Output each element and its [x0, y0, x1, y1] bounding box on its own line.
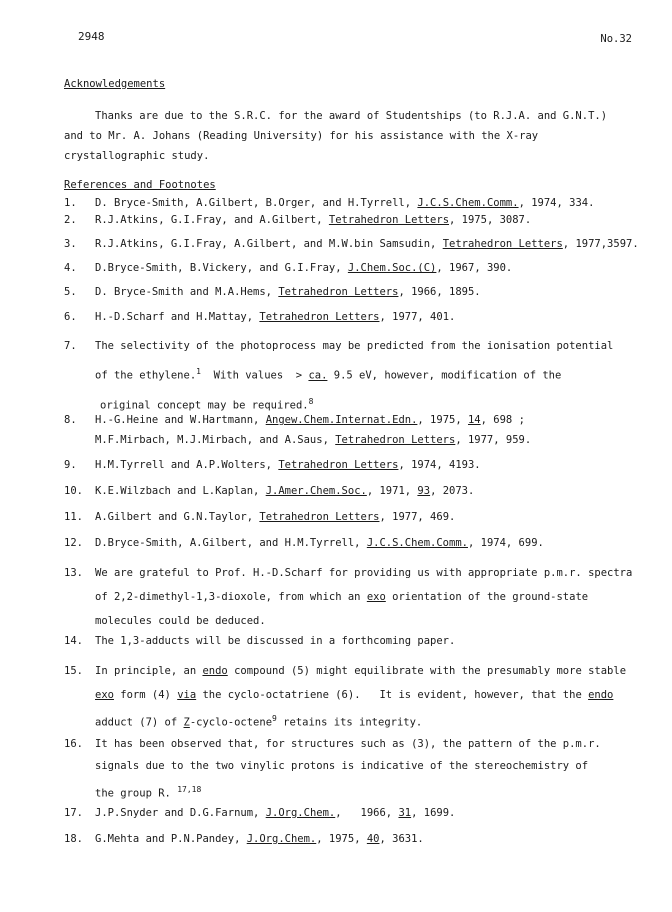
reference-13: 13. We are grateful to Prof. H.-D.Scharf for providing us with appropriate p.m.r. spectra of 2,2-dimethyl-1,3-dioxole, from which an exo orientation of the ground-state molecules could be deduced. — [64, 567, 633, 627]
reference-17: 17. J.P.Snyder and D.G.Farnum, J.Org.Chem., 1966, 31, 1699. — [64, 807, 456, 819]
reference-6: 6. H.-D.Scharf and H.Mattay, Tetrahedron Letters, 1977, 401. — [64, 311, 456, 323]
reference-1: 1. D. Bryce-Smith, A.Gilbert, B.Orger, and H.Tyrrell, J.C.S.Chem.Comm., 1974, 334. — [64, 197, 595, 209]
reference-8: 8. H.-G.Heine and W.Hartmann, Angew.Chem.Internat.Edn., 1975, 14, 698 ; M.F.Mirbach, M.J.Mirbach, and A.Saus, Tetrahedron Letters, 1977, 959. — [64, 414, 532, 446]
reference-14: 14. The 1,3-adducts will be discussed in a forthcoming paper. — [64, 635, 456, 647]
reference-2: 2. R.J.Atkins, G.I.Fray, and A.Gilbert, Tetrahedron Letters, 1975, 3087. — [64, 214, 532, 226]
acknowledgements-text — [64, 106, 634, 166]
reference-list — [64, 195, 639, 851]
reference-9: 9. H.M.Tyrrell and A.P.Wolters, Tetrahedron Letters, 1974, 4193. — [64, 459, 481, 471]
page-content — [64, 78, 639, 851]
reference-5: 5. D. Bryce-Smith and M.A.Hems, Tetrahedron Letters, 1966, 1895. — [64, 286, 481, 298]
reference-18: 18. G.Mehta and P.N.Pandey, J.Org.Chem., 1975, 40, 3631. — [64, 833, 424, 845]
reference-10: 10. K.E.Wilzbach and L.Kaplan, J.Amer.Chem.Soc., 1971, 93, 2073. — [64, 485, 475, 497]
ack-line-3: crystallographic study. — [64, 150, 210, 162]
acknowledgements-title: Acknowledgements — [64, 78, 166, 90]
page-header — [78, 30, 632, 44]
reference-7: 7. The selectivity of the photoprocess may be predicted from the ionisation potential of the ethylene.$^1$ With values > ca. 9.5 eV, however, modification of the original concept may be required.$^8$ — [64, 340, 614, 411]
reference-3: 3. R.J.Atkins, G.I.Fray, A.Gilbert, and M.W.bin Samsudin, Tetrahedron Letters, 1977,3597. — [64, 238, 639, 250]
reference-15: 15. In principle, an endo compound (5) might equilibrate with the presumably more stable exo form (4) via the cyclo-octatriene (6). It is evident, however, that the endo adduct (7) of Z-cyclo-octene$^9$ retains its integrity. — [64, 665, 627, 729]
reference-11: 11. A.Gilbert and G.N.Taylor, Tetrahedron Letters, 1977, 469. — [64, 511, 456, 523]
page-number: 2948 — [78, 30, 105, 43]
ack-line-2: and to Mr. A. Johans (Reading University) for his assistance with the X-ray — [64, 130, 539, 142]
ack-line-1: Thanks are due to the S.R.C. for the award of Studentships (to R.J.A. and G.N.T.) — [95, 110, 608, 122]
references-title: References and Footnotes — [64, 179, 216, 191]
reference-12: 12. D.Bryce-Smith, A.Gilbert, and H.M.Tyrrell, J.C.S.Chem.Comm., 1974, 699. — [64, 537, 544, 549]
reference-4: 4. D.Bryce-Smith, B.Vickery, and G.I.Fray, J.Chem.Soc.(C), 1967, 390. — [64, 262, 513, 274]
reference-16: 16. It has been observed that, for structures such as (3), the pattern of the p.m.r. signals due to the two vinylic protons is indicative of the stereochemistry of the group R. $^{17,18}$ — [64, 738, 601, 800]
journal-number: No.32 — [600, 33, 632, 45]
